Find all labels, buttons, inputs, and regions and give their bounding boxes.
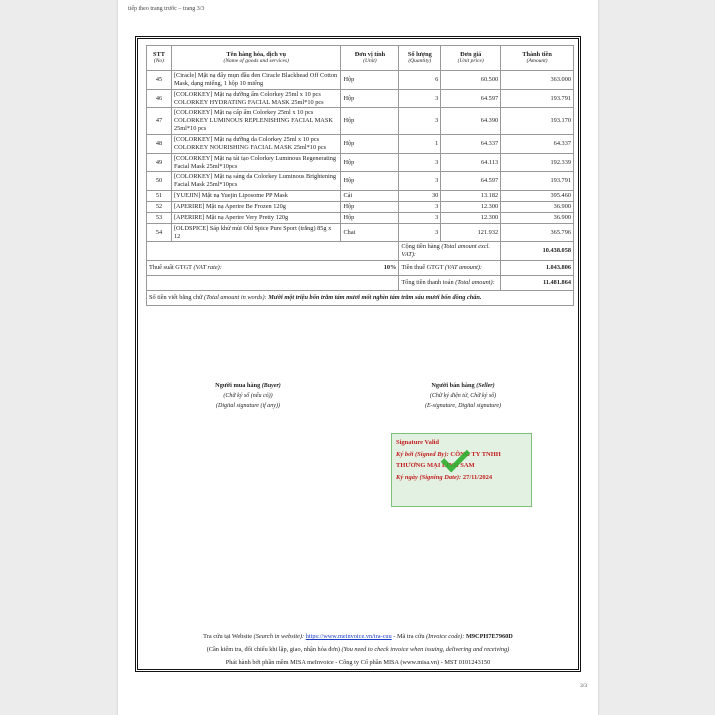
- row-no: 49: [147, 153, 172, 172]
- item-name: [COLORKEY] Mặt nạ sáng da Colorkey Luminous Brightening Facial Mask 25ml*10pcs: [171, 172, 341, 191]
- item-unit-price: 64.337: [441, 135, 501, 154]
- item-quantity: 6: [399, 71, 441, 90]
- item-name: [OLDSPICE] Sáp khử mùi Old Spice Pure Sport (trắng) 85g x 12: [171, 223, 341, 242]
- item-amount: 365.796: [501, 223, 574, 242]
- lookup-link[interactable]: https://www.meinvoice.vn/tra-cuu: [305, 633, 392, 640]
- row-no: 53: [147, 212, 172, 223]
- row-no: 45: [147, 71, 172, 90]
- item-unit: Chai: [341, 223, 399, 242]
- item-quantity: 3: [399, 223, 441, 242]
- item-unit-price: 12.300: [441, 202, 501, 213]
- item-amount: 363.000: [501, 71, 574, 90]
- table-row: [147, 223, 574, 242]
- table-row: [147, 202, 574, 213]
- check-note: (Cần kiểm tra, đối chiếu khi lập, giao, nhận hóa đơn) (You need to check invoice when issuing, delivering and receiving): [206, 646, 510, 653]
- table-row: [147, 191, 574, 202]
- table-row: [147, 89, 574, 108]
- item-unit: Cái: [341, 191, 399, 202]
- invoice-page: [118, 0, 598, 715]
- item-unit-price: 64.597: [441, 172, 501, 191]
- item-quantity: 30: [399, 191, 441, 202]
- table-row: [147, 153, 574, 172]
- column-header: STT (No): [147, 46, 172, 71]
- vat-value: 1.043.806: [501, 261, 574, 276]
- item-unit: Hộp: [341, 153, 399, 172]
- item-unit: Hộp: [341, 108, 399, 135]
- row-no: 52: [147, 202, 172, 213]
- item-amount: 192.339: [501, 153, 574, 172]
- item-amount: 36.900: [501, 202, 574, 213]
- total-value: 11.481.864: [501, 276, 574, 291]
- item-name: [APERIRE] Mặt nạ Aperire Very Pretty 120g: [171, 212, 341, 223]
- lookup-line: Tra cứu tại Website (Search in website): https://www.meinvoice.vn/tra-cuu - Mã tra cứu (Invoice code): M9CPH7E7960D: [203, 633, 513, 640]
- item-amount: 36.900: [501, 212, 574, 223]
- item-quantity: 3: [399, 108, 441, 135]
- item-unit: Hộp: [341, 172, 399, 191]
- item-unit-price: 64.113: [441, 153, 501, 172]
- column-header: Đơn vị tính (Unit): [341, 46, 399, 71]
- publisher-line: Phát hành bởi phần mềm MISA meInvoice - Công ty Cổ phần MISA (www.misa.vn) - MST 0101243150: [225, 659, 491, 666]
- item-unit: Hộp: [341, 71, 399, 90]
- item-unit-price: 13.182: [441, 191, 501, 202]
- subtotal-value: 10.438.058: [501, 242, 574, 261]
- table-row: [147, 172, 574, 191]
- item-quantity: 1: [399, 135, 441, 154]
- item-quantity: 3: [399, 153, 441, 172]
- row-no: 54: [147, 223, 172, 242]
- invoice-code: M9CPH7E7960D: [465, 633, 513, 640]
- page-number: 3/3: [580, 683, 588, 689]
- total-row: Tổng tiền thanh toán (Total amount): 11.481.864: [147, 276, 574, 291]
- subtotal-row: Cộng tiền hàng (Total amount excl. VAT): 10.438.058: [147, 242, 574, 261]
- item-name: [COLORKEY] Mặt nạ tái tạo Colorkey Luminous Regenerating Facial Mask 25ml*10pcs: [171, 153, 341, 172]
- item-unit: Hộp: [341, 135, 399, 154]
- item-name: [COLORKEY] Mặt nạ dưỡng da Colorkey 25ml x 10 pcs COLORKEY NOURISHING FACIAL MASK 25ml*10 pcs: [171, 135, 341, 154]
- column-header: Thành tiền (Amount): [501, 46, 574, 71]
- item-unit-price: 121.932: [441, 223, 501, 242]
- item-unit-price: 60.500: [441, 71, 501, 90]
- words-row: Số tiền viết bằng chữ (Total amount in words): Mười một triệu bốn trăm tám mươi mốt nghìn tám trăm sáu mươi bốn đồng chẵn.: [147, 291, 574, 306]
- column-header: Tên hàng hóa, dịch vụ (Name of goods and services): [171, 46, 341, 71]
- row-no: 47: [147, 108, 172, 135]
- item-amount: 193.170: [501, 108, 574, 135]
- item-unit: Hộp: [341, 202, 399, 213]
- item-quantity: 3: [399, 212, 441, 223]
- column-header: Số lượng (Quantity): [399, 46, 441, 71]
- table-row: [147, 108, 574, 135]
- item-name: [COLORKEY] Mặt nạ cấp ẩm Colorkey 25ml x 10 pcs COLORKEY LUMINOUS REPLENISHING FACIAL MASK 25ml*10 pcs: [171, 108, 341, 135]
- row-no: 46: [147, 89, 172, 108]
- buyer-signature-block: Người mua hàng (Buyer) (Chữ ký số (nếu có)) (Digital signature (if any)): [215, 382, 281, 409]
- item-name: [COLORKEY] Mặt nạ dưỡng ẩm Colorkey 25ml x 10 pcs COLORKEY HYDRATING FACIAL MASK 25ml*10 pcs: [171, 89, 341, 108]
- row-no: 51: [147, 191, 172, 202]
- goods-table: [146, 45, 574, 306]
- invoice-frame: [135, 36, 581, 672]
- item-unit: Hộp: [341, 89, 399, 108]
- vat-row: Thuế suất GTGT (VAT rate): 10% Tiền thuế GTGT (VAT amount): 1.043.806: [147, 261, 574, 276]
- item-amount: 193.791: [501, 172, 574, 191]
- item-amount: 193.791: [501, 89, 574, 108]
- item-quantity: 3: [399, 202, 441, 213]
- table-row: [147, 212, 574, 223]
- row-no: 50: [147, 172, 172, 191]
- column-header: Đơn giá (Unit price): [441, 46, 501, 71]
- amount-in-words: Mười một triệu bốn trăm tám mươi mốt nghìn tám trăm sáu mươi bốn đồng chẵn.: [268, 294, 482, 302]
- item-amount: 64.337: [501, 135, 574, 154]
- item-quantity: 3: [399, 172, 441, 191]
- item-amount: 395.460: [501, 191, 574, 202]
- item-unit: Hộp: [341, 212, 399, 223]
- digital-signature-box[interactable]: Signature Valid Ký bởi (Signed By): CÔNG TY TNHH THƯƠNG MẠI LINH SAM Ký ngày (Signing Date): 27/11/2024: [391, 433, 532, 507]
- row-no: 48: [147, 135, 172, 154]
- item-quantity: 3: [399, 89, 441, 108]
- table-row: [147, 71, 574, 90]
- item-unit-price: 64.597: [441, 89, 501, 108]
- continued-note: tiếp theo trang trước – trang 3/3: [128, 6, 205, 12]
- item-name: [YUEJIN] Mặt nạ Yuejin Liposome PP Mask: [171, 191, 341, 202]
- item-unit-price: 12.300: [441, 212, 501, 223]
- seller-signature-block: Người bán hàng (Seller) (Chữ ký điện tử, Chữ ký số) (E-signature, Digital signature): [424, 382, 502, 409]
- table-row: [147, 135, 574, 154]
- item-name: [Ciracle] Mặt nạ đẩy mụn đầu đen Ciracle Blackhead Off Cotton Mask, dạng miếng, 1 hộp 10 miếng: [171, 71, 341, 90]
- item-name: [APERIRE] Mặt nạ Aperire Be Frozen 120g: [171, 202, 341, 213]
- item-unit-price: 64.390: [441, 108, 501, 135]
